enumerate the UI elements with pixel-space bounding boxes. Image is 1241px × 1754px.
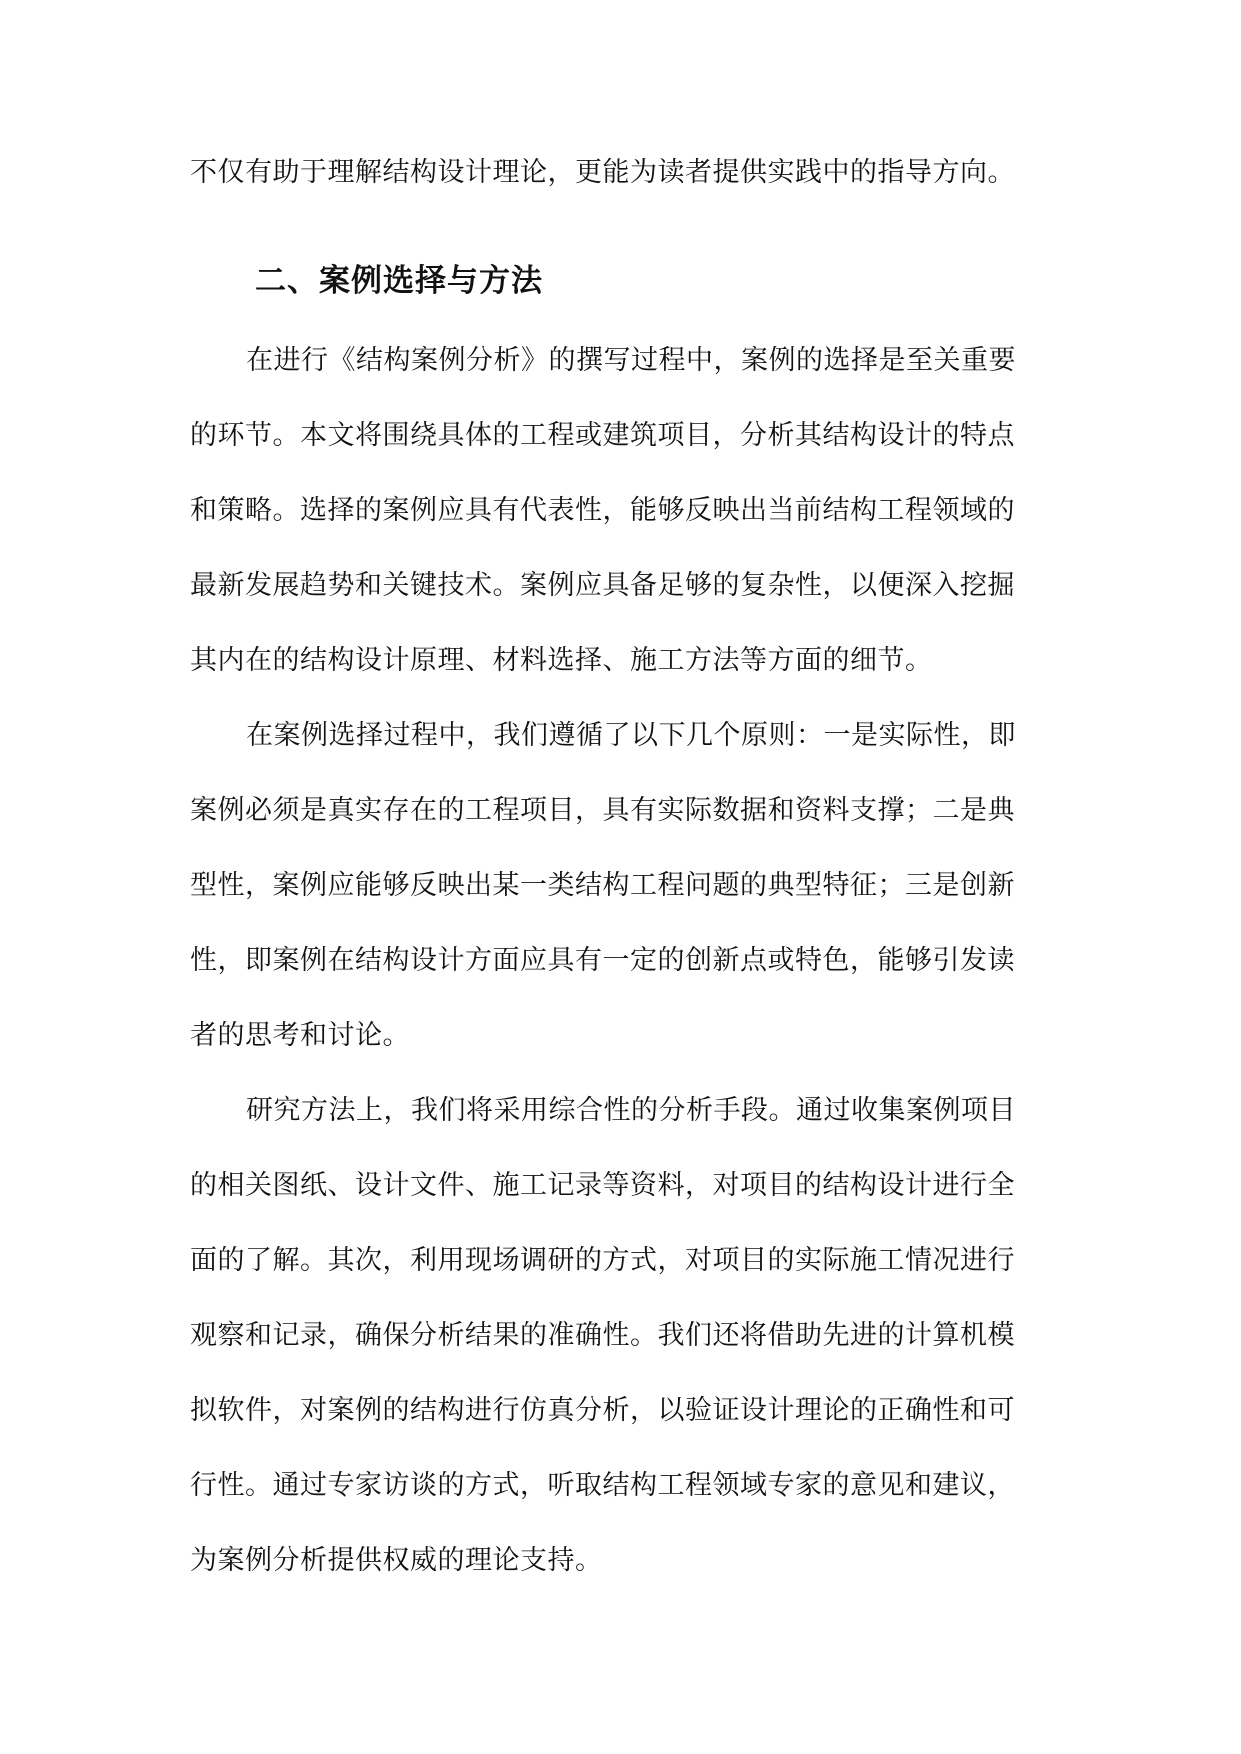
paragraph-line: 在进行《结构案例分析》的撰写过程中，案例的选择是至关重要: [246, 345, 1016, 376]
paragraph-line: 的相关图纸、设计文件、施工记录等资料，对项目的结构设计进行全: [190, 1170, 1015, 1201]
paragraph-line: 拟软件，对案例的结构进行仿真分析，以验证设计理论的正确性和可: [190, 1395, 1015, 1426]
paragraph-line: 案例必须是真实存在的工程项目，具有实际数据和资料支撑；二是典: [190, 795, 1015, 826]
paragraph-line: 的环节。本文将围绕具体的工程或建筑项目，分析其结构设计的特点: [190, 420, 1015, 451]
paragraph-line: 在案例选择过程中，我们遵循了以下几个原则：一是实际性，即: [246, 720, 1016, 751]
paragraph-line: 和策略。选择的案例应具有代表性，能够反映出当前结构工程领域的: [190, 495, 1015, 526]
paragraph-line: 行性。通过专家访谈的方式，听取结构工程领域专家的意见和建议，: [190, 1470, 1015, 1501]
paragraph-line: 性，即案例在结构设计方面应具有一定的创新点或特色，能够引发读: [190, 945, 1015, 976]
paragraph-line: 为案例分析提供权威的理论支持。: [190, 1545, 603, 1576]
paragraph-line: 最新发展趋势和关键技术。案例应具备足够的复杂性，以便深入挖掘: [190, 570, 1015, 601]
intro-text-line: 不仅有助于理解结构设计理论，更能为读者提供实践中的指导方向。: [190, 157, 1015, 188]
section-heading: 二、案例选择与方法: [255, 263, 543, 299]
paragraph-line: 观察和记录，确保分析结果的准确性。我们还将借助先进的计算机模: [190, 1320, 1015, 1351]
paragraph-line: 型性，案例应能够反映出某一类结构工程问题的典型特征；三是创新: [190, 870, 1015, 901]
paragraph-line: 面的了解。其次，利用现场调研的方式，对项目的实际施工情况进行: [190, 1245, 1015, 1276]
paragraph-line: 其内在的结构设计原理、材料选择、施工方法等方面的细节。: [190, 645, 933, 676]
paragraph-line: 研究方法上，我们将采用综合性的分析手段。通过收集案例项目: [246, 1095, 1016, 1126]
paragraph-line: 者的思考和讨论。: [190, 1020, 410, 1051]
